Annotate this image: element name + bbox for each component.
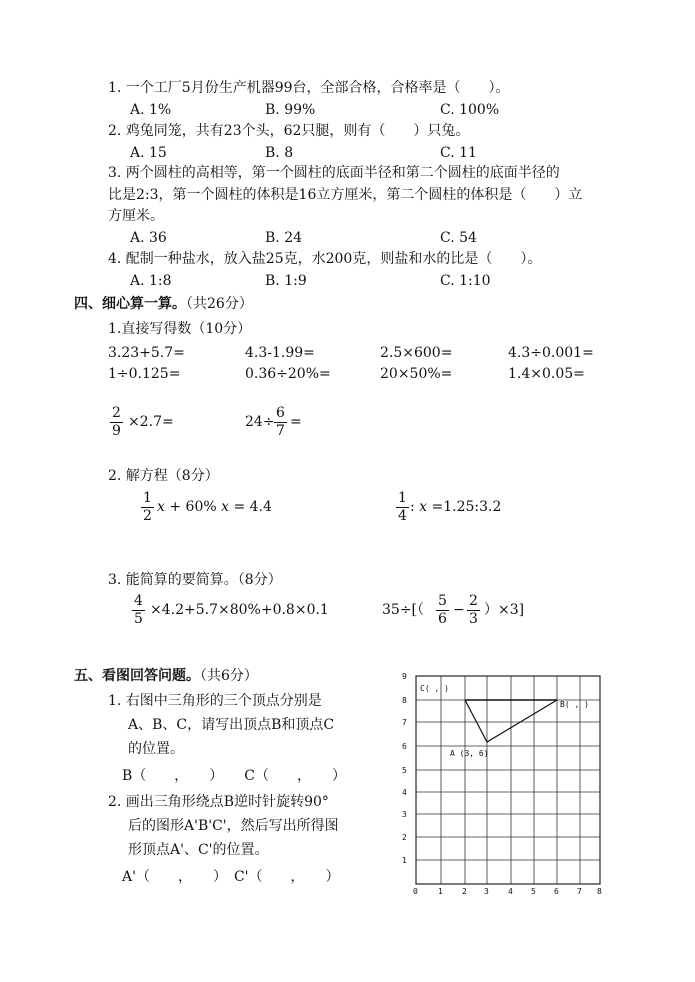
x-tick-label: 7: [577, 887, 582, 896]
calc-3-2-head: 24÷: [245, 414, 275, 430]
point-a-label: A (3, 6): [450, 749, 489, 758]
fraction-denominator: 9: [112, 423, 121, 439]
s5q1-line3: 的位置。: [128, 741, 184, 757]
q2-stem: 2. 鸡兔同笼，共有23个头，62只腿，则有（ ）只兔。: [108, 123, 470, 139]
y-tick-label: 7: [402, 718, 407, 727]
q3-option-b: B. 24: [265, 230, 303, 246]
point-c-label: C( , ): [420, 684, 449, 693]
p2-title: 2. 解方程（8分）: [108, 468, 219, 484]
y-tick-label: 5: [402, 766, 407, 775]
calc-1-1: 3.23+5.7=: [108, 345, 185, 361]
y-tick-label: 8: [402, 696, 407, 705]
y-tick-label: 1: [402, 856, 407, 865]
q1-stem: 1. 一个工厂5月份生产机器99台，全部合格，合格率是（ ）。: [108, 80, 510, 96]
minus-sign: −: [453, 602, 465, 618]
fraction-denominator: 5: [134, 611, 143, 627]
s5q2-line1: 2. 画出三角形绕点B逆时针旋转90°: [108, 794, 329, 810]
q1-option-b: B. 99%: [265, 102, 316, 118]
fraction-denominator: 4: [398, 508, 407, 524]
fraction-denominator: 2: [143, 508, 152, 524]
variable-x: x: [221, 499, 230, 515]
s5q1-line1: 1. 右图中三角形的三个顶点分别是: [108, 693, 322, 709]
fraction-2-9: [110, 405, 123, 440]
calc-2-3: 20×50%=: [380, 366, 453, 382]
calc-3-1-tail: ×2.7=: [128, 414, 174, 430]
q4-option-b: B. 1:9: [265, 273, 307, 289]
s5q2-line3: 形顶点A'、C'的位置。: [128, 842, 269, 858]
s5q2-answer: A'（ ， ） C'（ ， ）: [122, 869, 340, 885]
variable-x: x: [419, 499, 428, 515]
q3-option-c: C. 54: [440, 230, 477, 246]
q1-option-c: C. 100%: [440, 102, 500, 118]
calc-2-4: 1.4×0.05=: [508, 366, 585, 382]
x-tick-label: 3: [484, 887, 489, 896]
simplify-2-head: 35÷[（: [382, 602, 425, 618]
y-tick-label: 9: [402, 672, 407, 681]
fraction-5-6: [436, 593, 449, 628]
coordinate-grid: [390, 664, 630, 904]
section5-title: 五、看图回答问题。: [74, 668, 200, 684]
equation-2-rhs: =1.25:3.2: [427, 499, 502, 515]
y-tick-label: 2: [402, 833, 407, 842]
s5q1-answer: B（ ， ） C（ ， ）: [122, 768, 346, 784]
section5-heading: [74, 667, 258, 685]
fraction-numerator: 2: [469, 593, 478, 609]
q4-option-c: C. 1:10: [440, 273, 491, 289]
variable-x: x: [157, 499, 165, 515]
fraction-denominator: 6: [438, 611, 447, 627]
q4-option-a: A. 1:8: [130, 273, 172, 289]
fraction-numerator: 6: [276, 405, 285, 421]
fraction-6-7: [274, 405, 287, 440]
x-tick-label: 8: [597, 887, 602, 896]
y-tick-label: 6: [402, 742, 407, 751]
fraction-denominator: 7: [276, 423, 285, 439]
x-tick-label: 2: [462, 887, 467, 896]
fraction-numerator: 1: [398, 490, 407, 506]
y-tick-label: 4: [402, 788, 407, 797]
q4-stem: 4. 配制一种盐水，放入盐25克，水200克，则盐和水的比是（ ）。: [108, 251, 542, 267]
calc-2-1: 1÷0.125=: [108, 366, 181, 382]
section5-score: （共6分）: [200, 668, 258, 684]
q2-option-a: A. 15: [130, 145, 167, 161]
x-tick-label: 1: [438, 887, 443, 896]
calc-3-2-tail: =: [290, 414, 302, 430]
point-b-label: B( , ): [560, 700, 589, 709]
ratio-colon: :: [410, 499, 420, 515]
fraction-4-5: [132, 593, 145, 628]
equation-2: [410, 498, 501, 516]
q2-option-c: C. 11: [440, 145, 477, 161]
fraction-1-2: [141, 490, 154, 525]
simplify-2-tail: ）×3]: [484, 602, 525, 618]
section4-title: 四、细心算一算。: [74, 296, 186, 312]
q1-option-a: A. 1%: [130, 102, 172, 118]
calc-1-3: 2.5×600=: [380, 345, 453, 361]
s5q1-line2: A、B、C，请写出顶点B和顶点C: [128, 717, 335, 733]
p1-title: 1.直接写得数（10分）: [108, 321, 252, 337]
fraction-1-4: [396, 490, 409, 525]
x-tick-label: 6: [554, 887, 559, 896]
x-tick-label: 4: [508, 887, 513, 896]
fraction-numerator: 2: [112, 405, 121, 421]
x-tick-label: 0: [413, 887, 418, 896]
equation-1: [157, 498, 272, 516]
y-tick-label: 3: [402, 810, 407, 819]
q3-stem-line1: 3. 两个圆柱的高相等，第一个圆柱的底面半径和第二个圆柱的底面半径的: [108, 165, 560, 181]
calc-1-4: 4.3÷0.001=: [508, 345, 594, 361]
fraction-numerator: 1: [143, 490, 152, 506]
x-tick-label: 5: [531, 887, 536, 896]
s5q2-line2: 后的图形A'B'C'，然后写出所得图: [128, 818, 339, 834]
simplify-1-tail: ×4.2+5.7×80%+0.8×0.1: [150, 602, 329, 618]
fraction-numerator: 4: [134, 593, 143, 609]
fraction-2-3: [467, 593, 480, 628]
section4-score: （共26分）: [186, 296, 253, 312]
equation-1-mid: + 60%: [164, 499, 217, 515]
calc-1-2: 4.3-1.99=: [245, 345, 315, 361]
q3-stem-line2: 比是2:3，第一个圆柱的体积是16立方厘米，第二个圆柱的体积是（ ）立: [108, 187, 583, 203]
calc-2-2: 0.36÷20%=: [245, 366, 331, 382]
q3-option-a: A. 36: [130, 230, 167, 246]
equation-1-rhs: = 4.4: [229, 499, 272, 515]
q2-option-b: B. 8: [265, 145, 294, 161]
section4-heading: [74, 295, 253, 313]
fraction-denominator: 3: [469, 611, 478, 627]
q3-stem-line3: 方厘米。: [108, 208, 164, 224]
p3-title: 3. 能简算的要简算。（8分）: [108, 572, 282, 588]
fraction-numerator: 5: [438, 593, 447, 609]
